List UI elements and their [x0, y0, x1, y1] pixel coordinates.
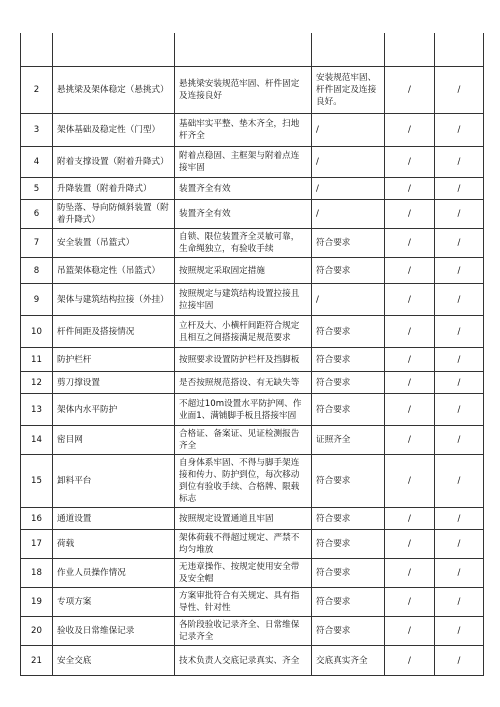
row-number: 2: [21, 67, 53, 114]
check-requirement: 按照规定设置通道且牢固: [175, 508, 312, 530]
check-result: 符合要求: [312, 588, 385, 617]
check-requirement: 技术负责人交底记录真实、齐全: [175, 646, 312, 676]
row-number: 9: [21, 284, 53, 316]
check-requirement: 按照要求设置防护栏杆及挡脚板: [175, 348, 312, 372]
row-number: 14: [21, 426, 53, 455]
col5-value: /: [385, 284, 435, 316]
check-requirement: [175, 33, 312, 67]
check-requirement: 基础牢实平整、垫木齐全，扫地杆齐全: [175, 114, 312, 147]
col6-value: /: [435, 114, 484, 147]
check-item: 荷载: [53, 530, 175, 559]
check-item: 验收及日常维保记录: [53, 617, 175, 646]
row-number: 17: [21, 530, 53, 559]
row-number: 6: [21, 200, 53, 229]
table-row: [21, 617, 484, 646]
table-row: [21, 114, 484, 147]
check-item: 附着支撑设置（附着升降式）: [53, 147, 175, 178]
check-item: 安全装置（吊篮式）: [53, 229, 175, 258]
table-row: [21, 394, 484, 426]
col5-value: /: [385, 147, 435, 178]
row-number: 11: [21, 348, 53, 372]
table-row: [21, 508, 484, 530]
col5-value: /: [385, 178, 435, 200]
check-requirement: 各阶段验收记录齐全、日常维保记录齐全: [175, 617, 312, 646]
check-requirement: 方案审批符合有关规定、具有指导性、针对性: [175, 588, 312, 617]
col5-value: /: [385, 559, 435, 588]
col5-value: /: [385, 508, 435, 530]
col5-value: /: [385, 646, 435, 676]
check-requirement: 按照规定与建筑结构设置拉接且拉接牢固: [175, 284, 312, 316]
row-number: [21, 33, 53, 67]
check-requirement: 自锁、限位装置齐全灵敏可靠，生命绳独立，有验收手续: [175, 229, 312, 258]
check-result: /: [312, 178, 385, 200]
check-result: 符合要求: [312, 617, 385, 646]
table-row: [21, 348, 484, 372]
check-item: 架体基础及稳定性（门型）: [53, 114, 175, 147]
check-item: 悬挑梁及架体稳定（悬挑式）: [53, 67, 175, 114]
col6-value: /: [435, 348, 484, 372]
col5-value: /: [385, 455, 435, 508]
check-result: 符合要求: [312, 316, 385, 348]
check-item: 吊篮架体稳定性（吊篮式）: [53, 258, 175, 284]
check-requirement: 是否按照规范搭设、有无缺失等: [175, 372, 312, 394]
table-row: [21, 316, 484, 348]
check-result: 证照齐全: [312, 426, 385, 455]
table-row: [21, 229, 484, 258]
check-item: 剪刀撑设置: [53, 372, 175, 394]
check-requirement: 自身体系牢固、不得与脚手架连接和传力、防护到位，每次移动到位有验收手续、合格牌、限载标志: [175, 455, 312, 508]
table-row: [21, 426, 484, 455]
check-item: 卸料平台: [53, 455, 175, 508]
col6-value: /: [435, 147, 484, 178]
check-requirement: 无违章操作、按规定使用安全带及安全帽: [175, 559, 312, 588]
table-row: [21, 200, 484, 229]
col6-value: /: [435, 67, 484, 114]
check-requirement: 立杆及大、小横杆间距符合规定且相互之间搭接满足规范要求: [175, 316, 312, 348]
col5-value: /: [385, 114, 435, 147]
col6-value: /: [435, 426, 484, 455]
col6-value: /: [435, 530, 484, 559]
table-row: [21, 372, 484, 394]
check-result: 符合要求: [312, 455, 385, 508]
row-number: 10: [21, 316, 53, 348]
check-result: 符合要求: [312, 559, 385, 588]
col6-value: /: [435, 394, 484, 426]
table-row: [21, 588, 484, 617]
table-row: [21, 67, 484, 114]
col6-value: /: [435, 200, 484, 229]
check-item: 架体内水平防护: [53, 394, 175, 426]
check-requirement: 架体荷载不得超过规定、严禁不均匀堆放: [175, 530, 312, 559]
check-requirement: 不超过10m设置水平防护网、作业面1、满铺脚手板且搭接牢固: [175, 394, 312, 426]
check-result: 安装规范牢固、杆件固定及连接良好。: [312, 67, 385, 114]
check-item: 杆件间距及搭接情况: [53, 316, 175, 348]
check-result: 符合要求: [312, 229, 385, 258]
check-result: 符合要求: [312, 372, 385, 394]
col5-value: /: [385, 530, 435, 559]
row-number: 15: [21, 455, 53, 508]
col6-value: /: [435, 178, 484, 200]
col6-value: /: [435, 372, 484, 394]
check-item: [53, 33, 175, 67]
row-number: 8: [21, 258, 53, 284]
check-result: /: [312, 114, 385, 147]
table-row: [21, 178, 484, 200]
table-row: [21, 455, 484, 508]
check-item: 专项方案: [53, 588, 175, 617]
col5-value: /: [385, 348, 435, 372]
col5-value: [385, 33, 435, 67]
col6-value: [435, 33, 484, 67]
row-number: 13: [21, 394, 53, 426]
table-row: [21, 530, 484, 559]
check-item: 升降装置（附着升降式）: [53, 178, 175, 200]
col5-value: /: [385, 617, 435, 646]
col6-value: /: [435, 284, 484, 316]
check-result: 符合要求: [312, 258, 385, 284]
check-requirement: 附着点稳固、主框架与附着点连接牢固: [175, 147, 312, 178]
col6-value: /: [435, 646, 484, 676]
table-row: [21, 147, 484, 178]
check-item: 架体与建筑结构拉接（外挂）: [53, 284, 175, 316]
col5-value: /: [385, 316, 435, 348]
check-result: 符合要求: [312, 348, 385, 372]
row-number: 16: [21, 508, 53, 530]
check-result: /: [312, 147, 385, 178]
col5-value: /: [385, 588, 435, 617]
check-result: 符合要求: [312, 530, 385, 559]
check-item: 作业人员操作情况: [53, 559, 175, 588]
col6-value: /: [435, 588, 484, 617]
check-result: 交底真实齐全: [312, 646, 385, 676]
col6-value: /: [435, 559, 484, 588]
table-row: [21, 284, 484, 316]
check-result: 符合要求: [312, 394, 385, 426]
row-number: 21: [21, 646, 53, 676]
row-number: 20: [21, 617, 53, 646]
col5-value: /: [385, 200, 435, 229]
col6-value: /: [435, 258, 484, 284]
table-row: [21, 258, 484, 284]
table-row: [21, 33, 484, 67]
row-number: 3: [21, 114, 53, 147]
col5-value: /: [385, 229, 435, 258]
row-number: 18: [21, 559, 53, 588]
check-item: 密目网: [53, 426, 175, 455]
inspection-table: [20, 33, 484, 676]
check-result: /: [312, 200, 385, 229]
check-item: 防坠落、导向防倾斜装置（附着升降式）: [53, 200, 175, 229]
col5-value: /: [385, 258, 435, 284]
check-result: [312, 33, 385, 67]
check-requirement: 合格证、备案证、见证检测报告齐全: [175, 426, 312, 455]
check-item: 防护栏杆: [53, 348, 175, 372]
col6-value: /: [435, 455, 484, 508]
row-number: 19: [21, 588, 53, 617]
col5-value: /: [385, 394, 435, 426]
check-result: 符合要求: [312, 508, 385, 530]
col5-value: /: [385, 372, 435, 394]
col5-value: /: [385, 67, 435, 114]
col5-value: /: [385, 426, 435, 455]
table-row: [21, 559, 484, 588]
check-requirement: 装置齐全有效: [175, 178, 312, 200]
row-number: 7: [21, 229, 53, 258]
col6-value: /: [435, 229, 484, 258]
row-number: 4: [21, 147, 53, 178]
check-item: 安全交底: [53, 646, 175, 676]
check-item: 通道设置: [53, 508, 175, 530]
check-requirement: 悬挑梁安装规范牢固、杆件固定及连接良好: [175, 67, 312, 114]
check-requirement: 装置齐全有效: [175, 200, 312, 229]
table-row: [21, 646, 484, 676]
row-number: 12: [21, 372, 53, 394]
col6-value: /: [435, 316, 484, 348]
check-requirement: 按照规定采取固定措施: [175, 258, 312, 284]
col6-value: /: [435, 508, 484, 530]
row-number: 5: [21, 178, 53, 200]
col6-value: /: [435, 617, 484, 646]
check-result: /: [312, 284, 385, 316]
